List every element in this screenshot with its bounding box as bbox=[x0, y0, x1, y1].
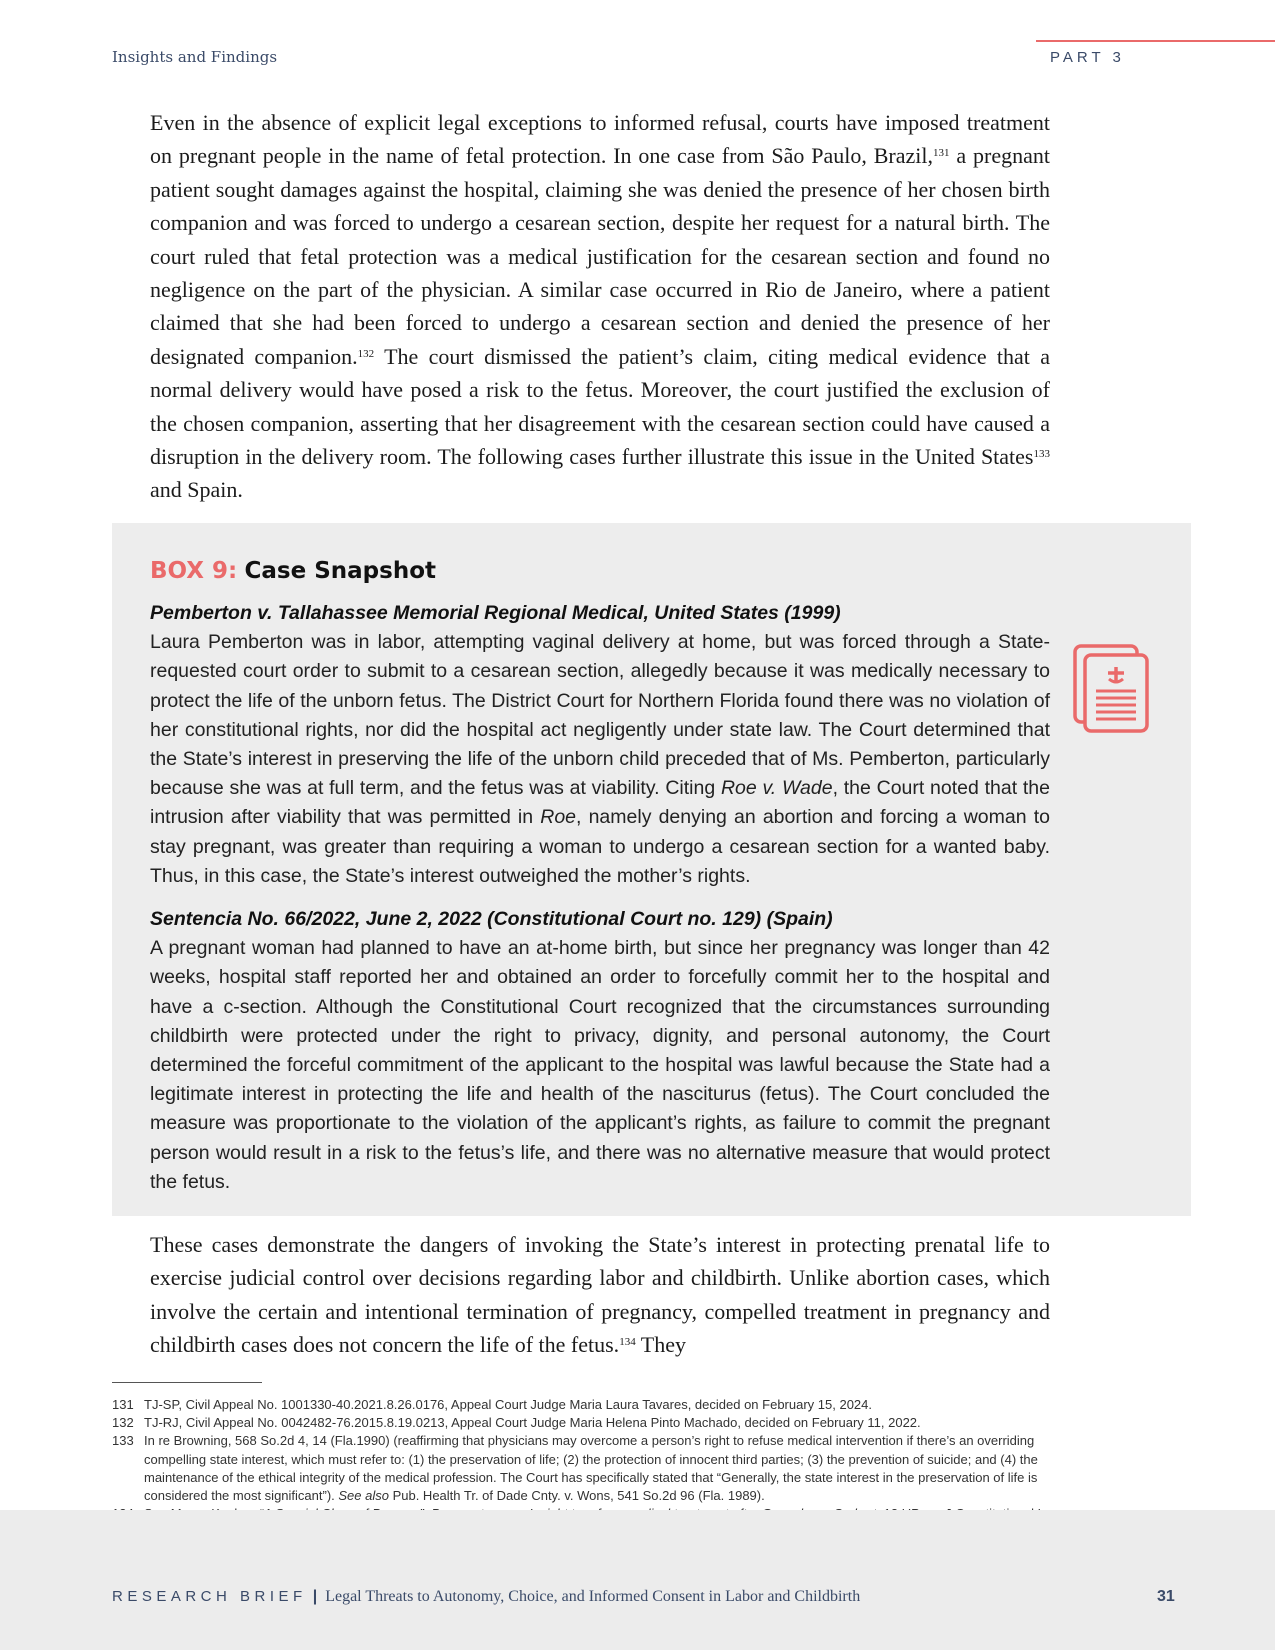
footnote-number: 133 bbox=[112, 1433, 134, 1449]
footnote-text: TJ-RJ, Civil Appeal No. 0042482-76.2015.8.19.0213, Appeal Court Judge Maria Helena Pinto Machado, decided on February 11, 2022. bbox=[144, 1415, 921, 1431]
case-body-pemberton-part-2: , the Court noted that the intrusion after viability that was permitted in bbox=[150, 777, 1051, 829]
header-accent-rule bbox=[1036, 40, 1275, 42]
footnote-see-also: See also bbox=[338, 1488, 389, 1504]
case-title-pemberton: Pemberton v. Tallahassee Memorial Regional Medical, United States (1999) bbox=[150, 602, 841, 624]
footer-label: RESEARCH BRIEF bbox=[112, 1588, 307, 1605]
closing-paragraph bbox=[150, 1228, 1050, 1362]
footnote-number: 131 bbox=[112, 1397, 134, 1412]
page-number: 31 bbox=[1157, 1588, 1175, 1605]
running-footer bbox=[112, 1588, 860, 1606]
footer-separator: | bbox=[312, 1588, 318, 1605]
case-snapshot-content bbox=[150, 555, 1050, 1211]
footnote-ref-134[interactable]: 134 bbox=[619, 1336, 636, 1349]
case-title-sentencia: Sentencia No. 66/2022, June 2, 2022 (Constitutional Court no. 129) (Spain) bbox=[150, 908, 833, 931]
footnote-132 bbox=[112, 1414, 1047, 1432]
intro-text-4: and Spain. bbox=[150, 477, 243, 503]
case-citation-roe: Roe bbox=[540, 806, 577, 829]
case-body-pemberton-part-1: Laura Pemberton was in labor, attempting vaginal delivery at home, but was forced through a State-requested court order to submit to a cesarean section, allegedly because it was medically necessary to protect the life of the unborn fetus. The District Court for Northern Florida found there was no violation of her constitutional rights, nor did the hospital act negligently under state law. The Court determined that the State’s interest in preserving the life of the unborn child preceded that of Ms. Pemberton, particularly because she was at full term, and the fetus was at viability. Citing bbox=[150, 631, 1050, 800]
case-citation-roe-v-wade: Roe v. Wade bbox=[720, 777, 833, 800]
case-snapshot-box bbox=[112, 523, 1191, 1216]
case-body-pemberton-part-3: , namely denying an abortion and forcing a woman to stay pregnant, was greater than requiring a woman to undergo a cesarean section for a wanted baby. Thus, in this case, the State’s interest outweighed the mother’s rights. bbox=[150, 806, 1050, 887]
footnote-131 bbox=[112, 1396, 1047, 1414]
case-body-pemberton bbox=[150, 628, 1050, 891]
box-heading: Case Snapshot bbox=[244, 558, 437, 584]
running-header-section: Insights and Findings bbox=[112, 48, 278, 66]
footnote-text-tail: Pub. Health Tr. of Dade Cnty. v. Wons, 541 So.2d 96 (Fla. 1989). bbox=[388, 1488, 765, 1504]
footnote-ref-133[interactable]: 133 bbox=[1033, 448, 1050, 461]
footnote-ref-132[interactable]: 132 bbox=[357, 347, 375, 360]
intro-text-1: Even in the absence of explicit legal exceptions to informed refusal, courts have imposed treatment on pregnant people in the name of fetal protection. In one case from São Paulo, Brazil, bbox=[150, 110, 1050, 169]
box-title bbox=[150, 555, 1050, 587]
footnote-ref-131[interactable]: 131 bbox=[933, 147, 950, 160]
intro-paragraph bbox=[150, 106, 1050, 507]
closing-text: These cases demonstrate the dangers of invoking the State’s interest in protecting prenatal life to exercise judicial control over decisions regarding labor and childbirth. Unlike abortion cases, which involve the certain and intentional termination of pregnancy, compelled treatment in pregnancy and childbirth cases does not concern the life of the fetus. bbox=[150, 1232, 1050, 1358]
footer-title: Legal Threats to Autonomy, Choice, and Informed Consent in Labor and Childbirth bbox=[325, 1588, 861, 1605]
closing-tail: They bbox=[635, 1332, 686, 1358]
legal-document-icon bbox=[1072, 643, 1152, 735]
footnote-divider bbox=[112, 1382, 262, 1383]
footer-band bbox=[0, 1510, 1275, 1650]
intro-text-2: a pregnant patient sought damages against the hospital, claiming she was denied the presence of her chosen birth companion and was forced to undergo a cesarean section, despite her request for a natural birth. The court ruled that fetal protection was a medical justification for the cesarean section and found no negligence on the part of the physician. A similar case occurred in Rio de Janeiro, where a patient claimed that she had been forced to undergo a cesarean section and denied the presence of her designated companion. bbox=[150, 143, 1050, 369]
footnote-text: TJ-SP, Civil Appeal No. 1001330-40.2021.8.26.0176, Appeal Court Judge Maria Laura Tavares, decided on February 15, 2024. bbox=[144, 1397, 872, 1412]
running-header-part: PART 3 bbox=[1050, 49, 1125, 66]
footnote-133 bbox=[112, 1432, 1047, 1505]
case-body-sentencia: A pregnant woman had planned to have an at-home birth, but since her pregnancy was longer than 42 weeks, hospital staff reported her and obtained an order to forcefully commit her to the hospital and have a c-section. Although the Constitutional Court recognized that the circumstances surrounding childbirth were protected under the right to privacy, dignity, and personal autonomy, the Court determined the forceful commitment of the applicant to the hospital was lawful because the State had a legitimate interest in protecting the life and health of the nasciturus (fetus). The Court concluded the measure was proportionate to the violation of the applicant’s rights, as failure to commit the pregnant person would result in a risk to the fetus’s life, and there was no alternative measure that would protect the fetus. bbox=[150, 937, 1050, 1193]
box-label: BOX 9: bbox=[150, 558, 238, 584]
footnote-number: 132 bbox=[112, 1415, 134, 1431]
intro-text-3: The court dismissed the patient’s claim, citing medical evidence that a normal delivery would have posed a risk to the fetus. Moreover, the court justified the exclusion of the chosen companion, asserting that her disagreement with the cesarean section could have caused a disruption in the delivery room. The following cases further illustrate this issue in the United States bbox=[150, 343, 1050, 470]
footnote-text: In re Browning, 568 So.2d 4, 14 (Fla.1990) (reaffirming that physicians may overcome a person’s right to refuse medical intervention if there’s an overriding compelling state interest, which must refer to: (1) the preservation of life; (2) the protection of innocent third parties; (3) the prevention of suicide; and (4) the maintenance of the ethical integrity of the medical profession. The Court has specifically stated that “Generally, the state interest in the preservation of life is considered the most significant”). bbox=[144, 1433, 1038, 1504]
